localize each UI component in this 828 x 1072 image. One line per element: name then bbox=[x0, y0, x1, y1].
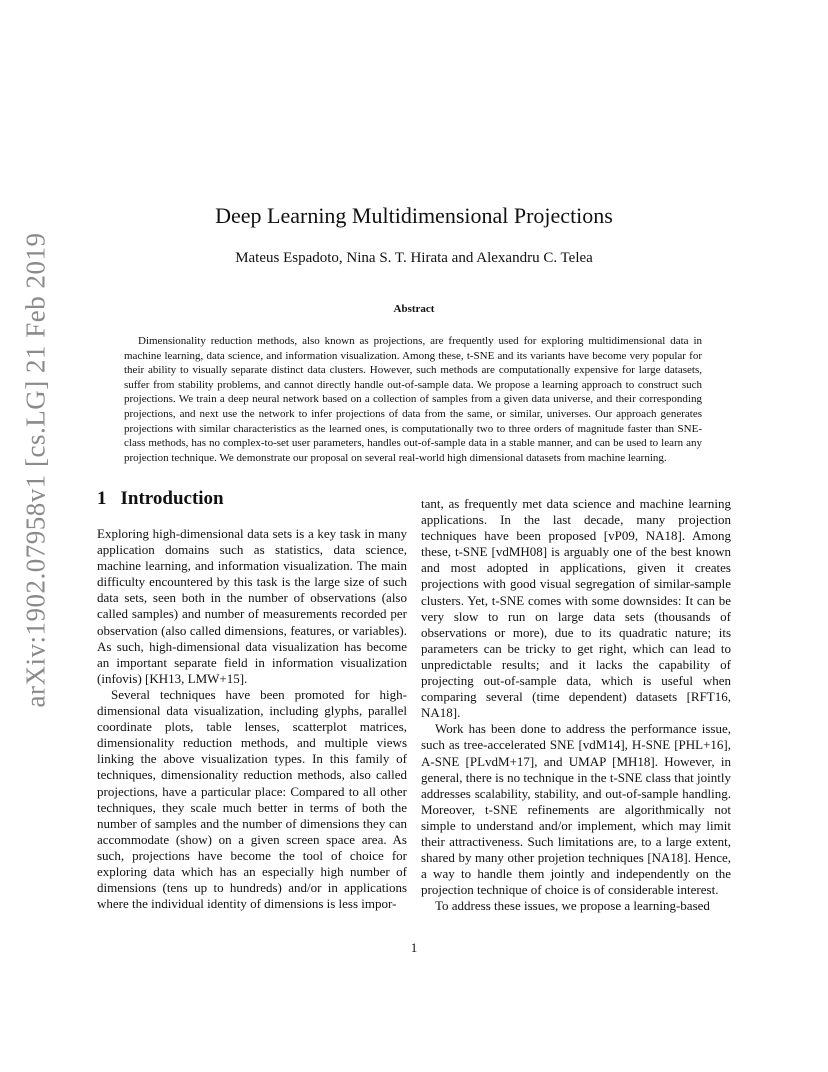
paper-title: Deep Learning Multidimensional Projections bbox=[215, 203, 613, 228]
section-heading bbox=[97, 488, 224, 510]
page-number: 1 bbox=[410, 940, 418, 955]
right-column bbox=[421, 496, 731, 914]
paragraph: tant, as frequently met data science and machine learning applications. In the last decade, many projection techniques have been proposed [vP09, NA18]. Among these, t-SNE [vdMH08] is arguably one of the best known and most adopted in applications, given it creates projections with good visual segregation of similar-sample clusters. Yet, t-SNE comes with some downsides: It can be very slow to run on large data sets (thousands of observations or more), due to its quadratic nature; its parameters can be tricky to get right, which can lead to unpredictable results; and it lacks the capability of projecting out-of-sample data, which is useful when comparing several (time dependent) datasets [RFT16, NA18]. bbox=[421, 496, 731, 721]
left-column bbox=[97, 526, 407, 912]
paragraph: To address these issues, we propose a learning-based bbox=[435, 898, 710, 914]
arxiv-identifier-text: arXiv:1902.07958v1 [cs.LG] 21 Feb 2019 bbox=[20, 232, 51, 708]
paragraph: Work has been done to address the performance issue, such as tree-accelerated SNE [vdM14], H-SNE [PHL+16], A-SNE [PLvdM+17], and UMAP [MH18]. However, in general, there is no technique in the t-SNE class that jointly addresses scalability, stability, and out-of-sample handling. Moreover, t-SNE refinements are algorithmically not simple to understand and/or implement, which may limit their attractiveness. Such limitations are, to a large extent, shared by many other projetion techniques [NA18]. Hence, a way to handle them jointly and independently on the projection technique of choice is of considerable interest. bbox=[421, 721, 731, 898]
paragraph: Exploring high-dimensional data sets is a key task in many application domains such as statistics, data science, machine learning, and information visualization. The main difficulty encountered by this task is the large size of such data sets, seen both in the number of observations (also called samples) and number of measurements recorded per observation (also called dimensions, features, or variables). As such, high-dimensional data visualization has become an important separate field in information visualization (infovis) [KH13, LMW+15]. bbox=[97, 526, 407, 686]
abstract-heading: Abstract bbox=[393, 303, 435, 315]
section-title: Introduction bbox=[120, 488, 224, 509]
paragraph: Several techniques have been promoted for high-dimensional data visualization, including glyphs, parallel coordinate plots, table lenses, scatterplot matrices, dimensionality reduction methods, and multiple views linking the above visualization types. In this family of techniques, dimensionality reduction methods, also called projections, have a particular place: Compared to all other techniques, they scale much better in terms of both the number of samples and the number of dimensions they can accommodate (show) on a given screen space area. As such, projections have become the tool of choice for exploring data which has an especially high number of dimensions (tens up to hundreds) and/or in applications where the individual identity of dimensions is less impor- bbox=[97, 686, 407, 912]
abstract-text: Dimensionality reduction methods, also known as projections, are frequently used for exploring multidimensional data in machine learning, data science, and information visualization. Among these, t-SNE and its variants have become very popular for their ability to visually separate distinct data clusters. However, such methods are computationally expensive for large datasets, suffer from stability problems, and cannot directly handle out-of-sample data. We propose a learning approach to construct such projections. We train a deep neural network based on a collection of samples from a given data universe, and their corresponding projections, and next use the network to infer projections of data from the same, or similar, universes. Our approach generates projections with similar characteristics as the learned ones, is computationally two to three orders of magnitude faster than SNE-class methods, has no complex-to-set user parameters, handles out-of-sample data in a stable manner, and can be used to learn any projection technique. We demonstrate our proposal on several real-world high dimensional datasets from machine learning. bbox=[124, 335, 702, 464]
author-list: Mateus Espadoto, Nina S. T. Hirata and Alexandru C. Telea bbox=[235, 250, 593, 266]
section-number: 1 bbox=[97, 488, 107, 509]
